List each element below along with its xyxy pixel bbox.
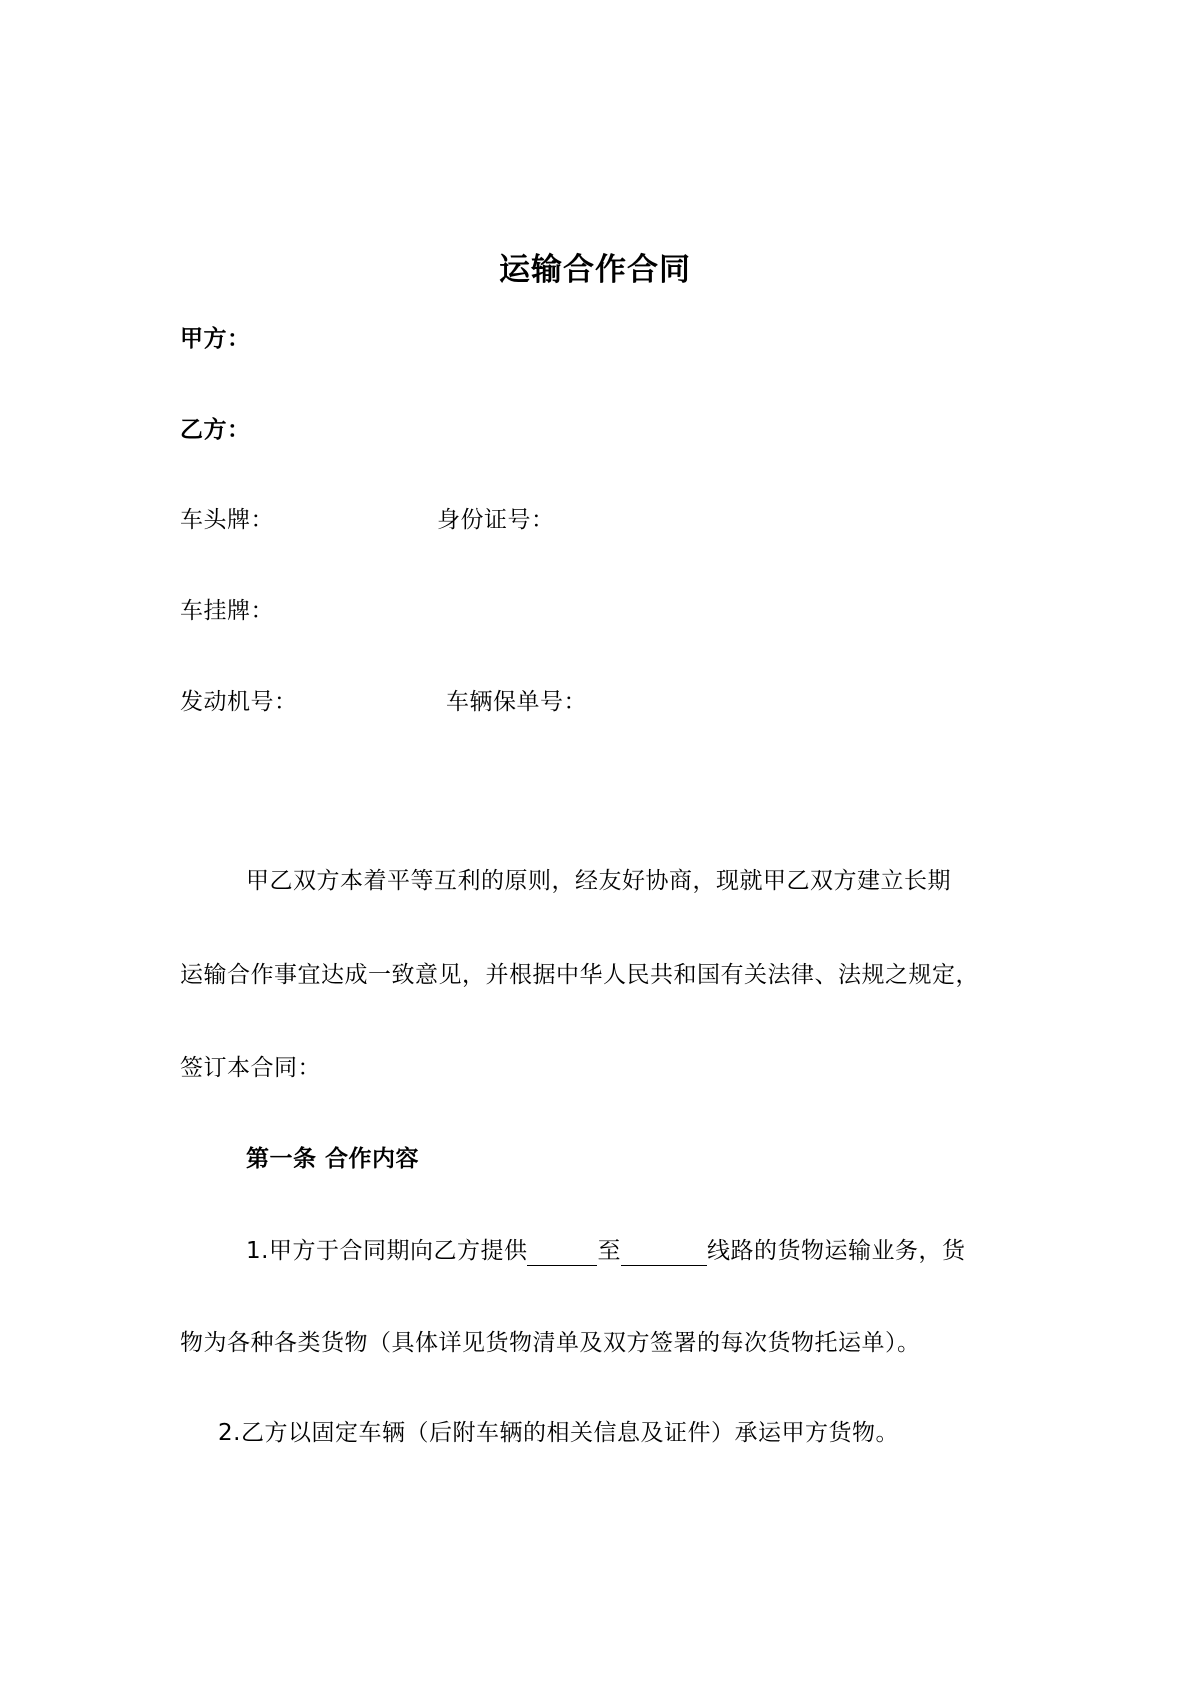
article-1-heading: 第一条 合作内容 [246,1146,420,1172]
route-origin-blank [527,1239,597,1266]
engine-number-label: 发动机号： [180,689,298,715]
trailer-plate-label: 车挂牌： [180,598,274,624]
preamble-line-1: 甲乙双方本着平等互利的原则，经友好协商，现就甲乙双方建立长期 [246,868,951,894]
preamble-line-3: 签订本合同： [180,1055,321,1081]
article-1-clause-2: 2.乙方以固定车辆（后附车辆的相关信息及证件）承运甲方货物。 [218,1420,899,1446]
route-destination-blank [621,1239,707,1266]
preamble-line-2: 运输合作事宜达成一致意见，并根据中华人民共和国有关法律、法规之规定， [180,962,979,988]
clause-1-text-part1: 1.甲方于合同期向乙方提供 [246,1238,528,1264]
vehicle-head-plate-label: 车头牌： [180,507,274,533]
party-a-label: 甲方： [180,326,251,352]
document-title: 运输合作合同 [499,252,691,288]
clause-1-text-part2: 线路的货物运输业务，货 [706,1238,966,1264]
party-b-label: 乙方： [180,417,251,443]
clause-1-to: 至 [597,1238,621,1264]
policy-number-label: 车辆保单号： [446,689,587,715]
id-number-label: 身份证号： [437,507,555,533]
article-1-clause-1-line-2: 物为各种各类货物（具体详见货物清单及双方签署的每次货物托运单）。 [180,1330,921,1356]
article-1-clause-1 [246,1236,965,1266]
